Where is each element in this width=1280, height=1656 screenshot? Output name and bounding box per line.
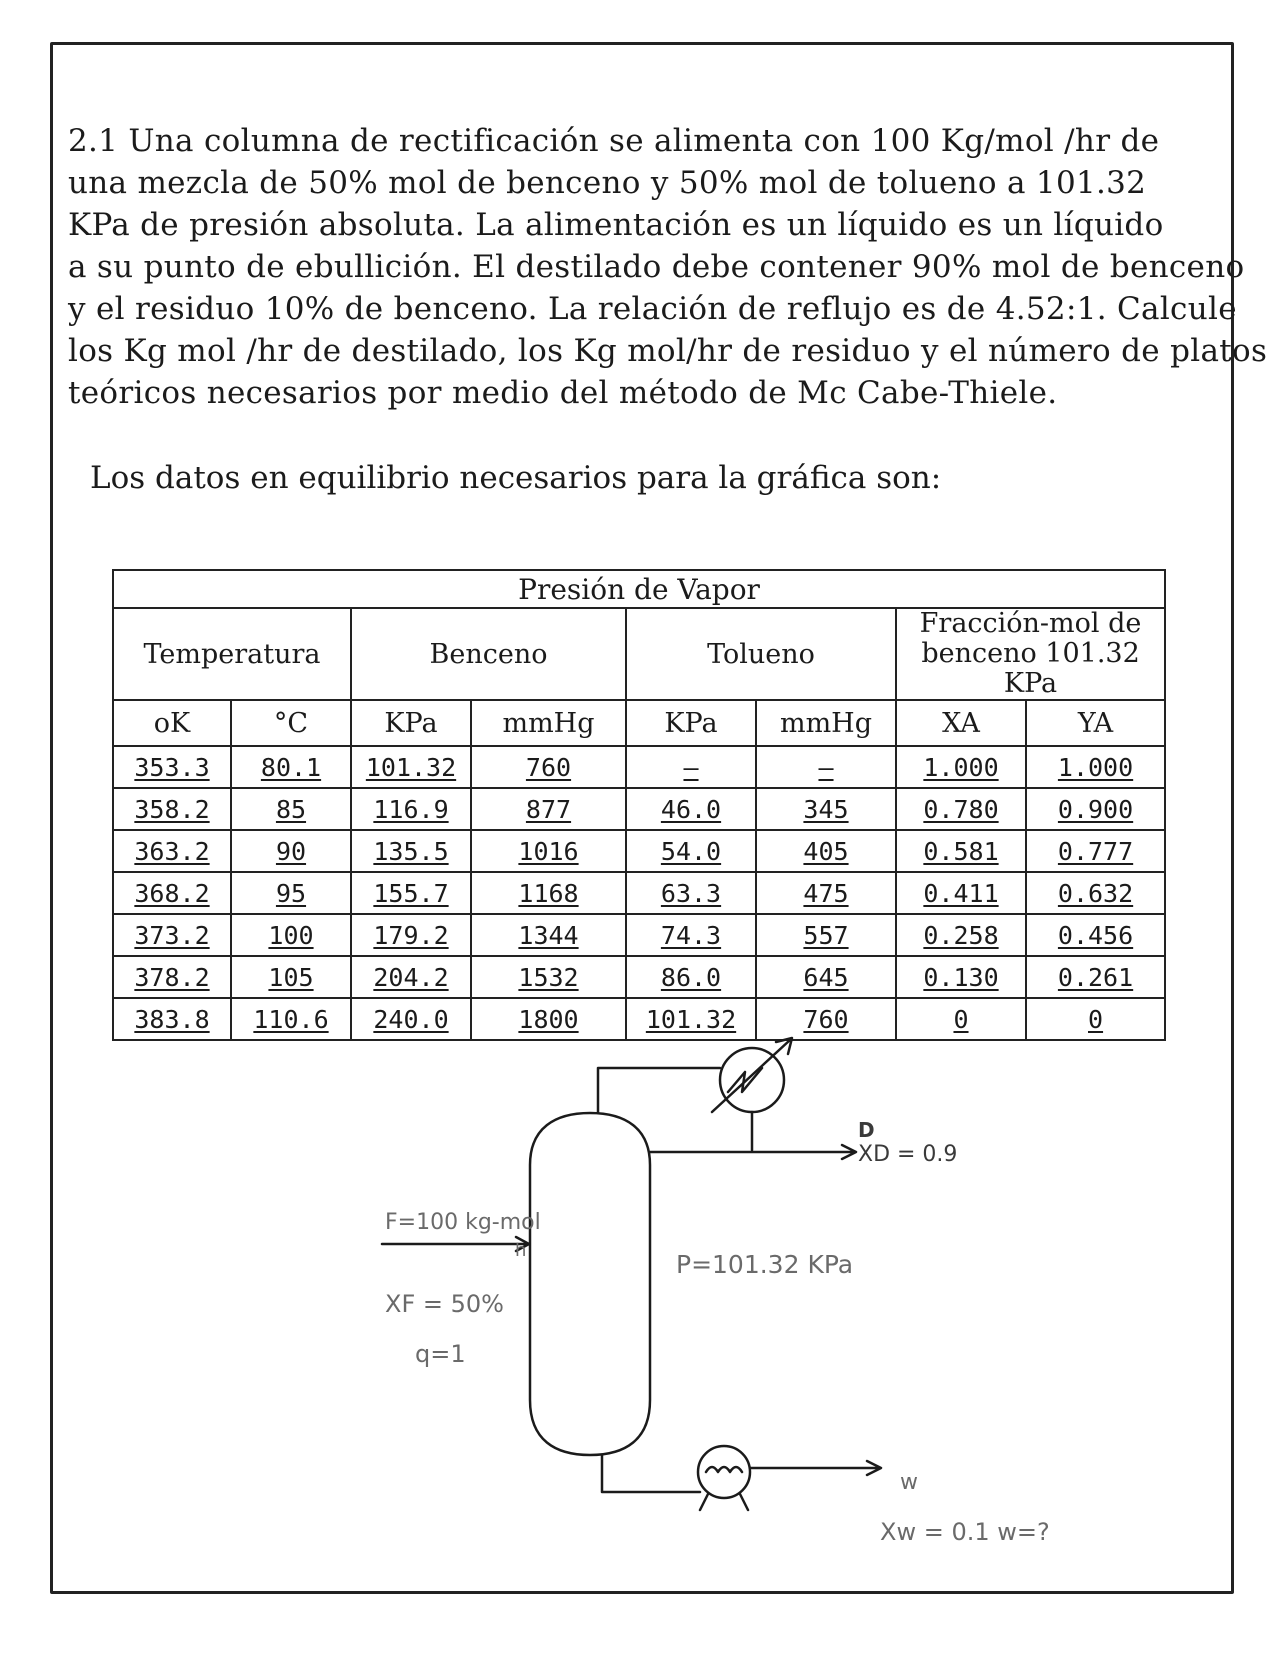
cell: 0 [1026, 998, 1165, 1040]
cell: 0 [896, 998, 1026, 1040]
cell: 1168 [471, 872, 626, 914]
cell: 74.3 [626, 914, 756, 956]
cell: 85 [231, 788, 351, 830]
xw-label: Xw = 0.1 w=? [880, 1518, 1050, 1546]
cell: 80.1 [231, 746, 351, 788]
cell: 345 [756, 788, 896, 830]
q-label: q=1 [415, 1340, 466, 1368]
cell: — [756, 746, 896, 788]
cell: 760 [756, 998, 896, 1040]
distillate-label: D [858, 1118, 875, 1142]
cell: 63.3 [626, 872, 756, 914]
cell: 1532 [471, 956, 626, 998]
problem-line: KPa de presión absoluta. La alimentación es un líquido es un líquido [68, 207, 1164, 243]
problem-line: teóricos necesarios por medio del método de Mc Cabe-Thiele. [68, 375, 1058, 411]
cell: 0.900 [1026, 788, 1165, 830]
cell: 0.456 [1026, 914, 1165, 956]
cell: 383.8 [113, 998, 231, 1040]
table-row [113, 830, 1165, 872]
cell: 135.5 [351, 830, 471, 872]
table-row [113, 914, 1165, 956]
cell: 0.780 [896, 788, 1026, 830]
xd-label: XD = 0.9 [858, 1142, 958, 1167]
cell: 240.0 [351, 998, 471, 1040]
table-title: Presión de Vapor [113, 570, 1165, 608]
cell: 101.32 [351, 746, 471, 788]
unit-ya: YA [1026, 700, 1165, 746]
unit-celsius: °C [231, 700, 351, 746]
cell: 877 [471, 788, 626, 830]
header-benzene: Benceno [351, 608, 626, 700]
feed-label: F=100 kg-mol [385, 1210, 541, 1235]
xf-label: XF = 50% [385, 1290, 504, 1318]
cell: 368.2 [113, 872, 231, 914]
table-row [113, 956, 1165, 998]
cell: 0.581 [896, 830, 1026, 872]
cell: 54.0 [626, 830, 756, 872]
cell: 116.9 [351, 788, 471, 830]
unit-toluene-mmhg: mmHg [756, 700, 896, 746]
cell: 0.632 [1026, 872, 1165, 914]
cell: 86.0 [626, 956, 756, 998]
cell: 105 [231, 956, 351, 998]
cell: 0.777 [1026, 830, 1165, 872]
table-row [113, 746, 1165, 788]
cell: 90 [231, 830, 351, 872]
unit-benzene-mmhg: mmHg [471, 700, 626, 746]
problem-line: 2.1 Una columna de rectificación se alimenta con 100 Kg/mol /hr de [68, 123, 1160, 159]
problem-line: y el residuo 10% de benceno. La relación de reflujo es de 4.52:1. Calcule [68, 291, 1237, 327]
unit-benzene-kpa: KPa [351, 700, 471, 746]
cell: 0.411 [896, 872, 1026, 914]
cell: 1800 [471, 998, 626, 1040]
feed-unit-label: h [515, 1240, 527, 1261]
cell: 0.130 [896, 956, 1026, 998]
cell: 760 [471, 746, 626, 788]
cell: 101.32 [626, 998, 756, 1040]
pressure-label: P=101.32 KPa [676, 1250, 854, 1279]
cell: 557 [756, 914, 896, 956]
cell: 179.2 [351, 914, 471, 956]
table-row [113, 998, 1165, 1040]
bottoms-label: w [900, 1470, 918, 1495]
cell: 0.258 [896, 914, 1026, 956]
header-mole-fraction: Fracción-mol de benceno 101.32 KPa [896, 608, 1165, 700]
vapor-pressure-table [112, 569, 1166, 1041]
cell: 1344 [471, 914, 626, 956]
cell: 110.6 [231, 998, 351, 1040]
problem-line: a su punto de ebullición. El destilado debe contener 90% mol de benceno [68, 249, 1245, 285]
header-toluene: Tolueno [626, 608, 896, 700]
cell: 46.0 [626, 788, 756, 830]
cell: 1.000 [1026, 746, 1165, 788]
cell: 0.261 [1026, 956, 1165, 998]
cell: 373.2 [113, 914, 231, 956]
cell: 95 [231, 872, 351, 914]
cell: 358.2 [113, 788, 231, 830]
cell: 645 [756, 956, 896, 998]
header-temperature: Temperatura [113, 608, 351, 700]
intro-text: Los datos en equilibrio necesarios para la gráfica son: [90, 460, 942, 496]
cell: 475 [756, 872, 896, 914]
unit-toluene-kpa: KPa [626, 700, 756, 746]
cell: 405 [756, 830, 896, 872]
table-row [113, 872, 1165, 914]
cell: 100 [231, 914, 351, 956]
cell: 155.7 [351, 872, 471, 914]
cell: — [626, 746, 756, 788]
problem-line: los Kg mol /hr de destilado, los Kg mol/hr de residuo y el número de platos [68, 333, 1268, 369]
cell: 204.2 [351, 956, 471, 998]
cell: 363.2 [113, 830, 231, 872]
table-row [113, 788, 1165, 830]
unit-kelvin: oK [113, 700, 231, 746]
unit-xa: XA [896, 700, 1026, 746]
cell: 1016 [471, 830, 626, 872]
problem-statement [68, 120, 1268, 414]
cell: 353.3 [113, 746, 231, 788]
cell: 378.2 [113, 956, 231, 998]
cell: 1.000 [896, 746, 1026, 788]
problem-line: una mezcla de 50% mol de benceno y 50% mol de tolueno a 101.32 [68, 165, 1147, 201]
